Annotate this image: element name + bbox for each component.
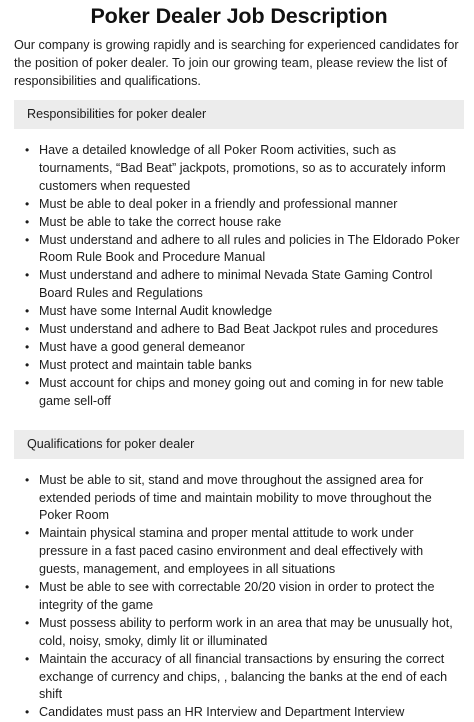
list-item — [25, 579, 464, 615]
qualifications-heading: Qualifications for poker dealer — [14, 430, 464, 459]
qualifications-list — [14, 472, 464, 722]
list-item-text: Candidates must pass an HR Interview and Department Interview — [39, 705, 405, 720]
list-item — [25, 267, 464, 303]
list-item-text: Must possess ability to perform work in an area that may be unusually hot, cold, noisy, smoky, dimly lit or illuminated — [39, 615, 453, 648]
list-item — [25, 339, 464, 357]
list-item — [25, 321, 464, 339]
bullet-icon: • — [25, 322, 30, 337]
list-item-text: Must be able to sit, stand and move throughout the assigned area for extended periods of time and maintain mobility to move throughout the Poker Room — [39, 472, 432, 523]
list-item — [25, 375, 464, 411]
responsibilities-list — [14, 142, 464, 411]
bullet-icon: • — [25, 526, 30, 541]
list-item — [25, 303, 464, 321]
bullet-icon: • — [25, 232, 30, 247]
list-item-text: Must account for chips and money going out and coming in for new table game sell-off — [39, 375, 444, 408]
bullet-icon: • — [25, 339, 30, 354]
page-title: Poker Dealer Job Description — [90, 4, 388, 28]
bullet-icon: • — [25, 196, 30, 211]
list-item — [25, 472, 464, 526]
list-item — [25, 651, 464, 705]
list-item-text: Must be able to see with correctable 20/20 vision in order to protect the integrity of the game — [39, 580, 435, 612]
bullet-icon: • — [25, 268, 30, 283]
bullet-icon: • — [25, 143, 30, 157]
bullet-icon: • — [25, 651, 30, 666]
list-item-text: Must be able to take the correct house rake — [39, 214, 282, 229]
list-item-text: Must understand and adhere to all rules and policies in The Eldorado Poker Room Rule Book and Procedure Manual — [39, 232, 460, 265]
list-item — [25, 232, 464, 268]
responsibilities-section — [14, 100, 464, 411]
bullet-icon: • — [25, 375, 30, 390]
list-item — [25, 214, 464, 232]
list-item-text: Must understand and adhere to Bad Beat Jackpot rules and procedures — [39, 322, 439, 337]
list-item-text: Maintain the accuracy of all financial transactions by ensuring the correct exchange of currency and chips, , balancing the banks at the end of each shift — [39, 651, 448, 702]
list-item-text: Must have some Internal Audit knowledge — [39, 304, 273, 319]
intro-paragraph: Our company is growing rapidly and is searching for experienced candidates for the position of poker dealer. To join our growing team, please review the list of responsibilities and qualifications. — [14, 38, 459, 88]
list-item — [25, 196, 464, 214]
list-item-text: Have a detailed knowledge of all Poker Room activities, such as tournaments, “Bad Beat” jackpots, promotions, so as to accurately inform customers when requested — [39, 143, 446, 193]
list-item-text: Maintain physical stamina and proper mental attitude to work under pressure in a fast paced casino environment and deal effectively with guests, management, and employees in all situations — [39, 526, 424, 577]
list-item — [25, 142, 464, 196]
list-item — [25, 615, 464, 651]
list-item-text: Must understand and adhere to minimal Nevada State Gaming Control Board Rules and Regulations — [39, 268, 433, 301]
list-item — [25, 525, 464, 579]
bullet-icon: • — [25, 580, 30, 595]
list-item — [25, 357, 464, 375]
qualifications-section — [14, 430, 464, 722]
bullet-icon: • — [25, 472, 30, 487]
bullet-icon: • — [25, 357, 30, 372]
list-item-text: Must have a good general demeanor — [39, 339, 245, 354]
bullet-icon: • — [25, 214, 30, 229]
bullet-icon: • — [25, 705, 30, 720]
bullet-icon: • — [25, 304, 30, 319]
bullet-icon: • — [25, 615, 30, 630]
responsibilities-heading: Responsibilities for poker dealer — [14, 100, 464, 129]
list-item-text: Must be able to deal poker in a friendly and professional manner — [39, 196, 398, 211]
list-item-text: Must protect and maintain table banks — [39, 357, 252, 372]
list-item — [25, 704, 464, 722]
